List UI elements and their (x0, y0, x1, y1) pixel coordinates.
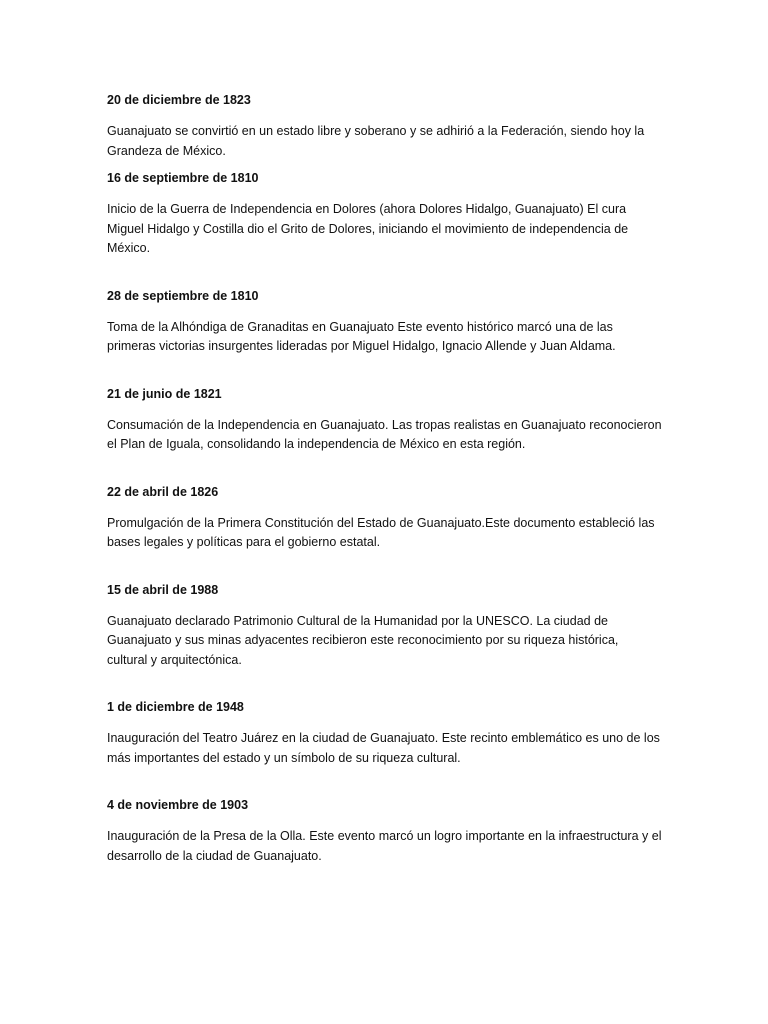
entry-text: Promulgación de la Primera Constitución del Estado de Guanajuato.Este documento estableció las bases legales y políticas para el gobierno estatal. (107, 515, 655, 549)
timeline-entry (107, 483, 662, 553)
entry-date: 15 de abril de 1988 (107, 582, 219, 597)
entry-date: 1 de diciembre de 1948 (107, 700, 244, 714)
entry-date: 21 de junio de 1821 (107, 386, 222, 401)
entry-text: Consumación de la Independencia en Guanajuato. Las tropas realistas en Guanajuato reconocieron el Plan de Iguala, consolidando la independencia de México en esta región. (107, 417, 662, 451)
timeline-entry (107, 581, 662, 671)
entry-text: Inauguración de la Presa de la Olla. Este evento marcó un logro importante en la infraestructura y el desarrollo de la ciudad de Guanajuato. (107, 829, 662, 863)
timeline (107, 91, 662, 866)
timeline-entry (107, 796, 662, 866)
timeline-entry (107, 698, 662, 768)
entry-text: Inauguración del Teatro Juárez en la ciudad de Guanajuato. Este recinto emblemático es uno de los más importantes del estado y un símbolo de su riqueza cultural. (107, 731, 660, 765)
entry-date: 16 de septiembre de 1810 (107, 171, 259, 185)
entry-text: Guanajuato se convirtió en un estado libre y soberano y se adhirió a la Federación, siendo hoy la Grandeza de México. (107, 124, 645, 158)
timeline-entry (107, 385, 662, 455)
entry-text: Guanajuato declarado Patrimonio Cultural de la Humanidad por la UNESCO. La ciudad de Guanajuato y sus minas adyacentes recibieron este reconocimiento por su riqueza histórica, cultural y arquitectónica. (107, 613, 619, 667)
entry-text: Inicio de la Guerra de Independencia en Dolores (ahora Dolores Hidalgo, Guanajuato) El cura Miguel Hidalgo y Costilla dio el Grito de Dolores, iniciando el movimiento de independencia de México. (107, 202, 629, 255)
entry-text: Toma de la Alhóndiga de Granaditas en Guanajuato Este evento histórico marcó una de las primeras victorias insurgentes lideradas por Miguel Hidalgo, Ignacio Allende y Juan Aldama. (107, 319, 616, 353)
timeline-entry (107, 287, 662, 357)
entry-date: 28 de septiembre de 1810 (107, 288, 259, 303)
timeline-entry (107, 169, 662, 259)
timeline-entry (107, 91, 662, 161)
entry-date: 20 de diciembre de 1823 (107, 93, 251, 107)
entry-date: 22 de abril de 1826 (107, 484, 219, 499)
entry-date: 4 de noviembre de 1903 (107, 798, 249, 812)
